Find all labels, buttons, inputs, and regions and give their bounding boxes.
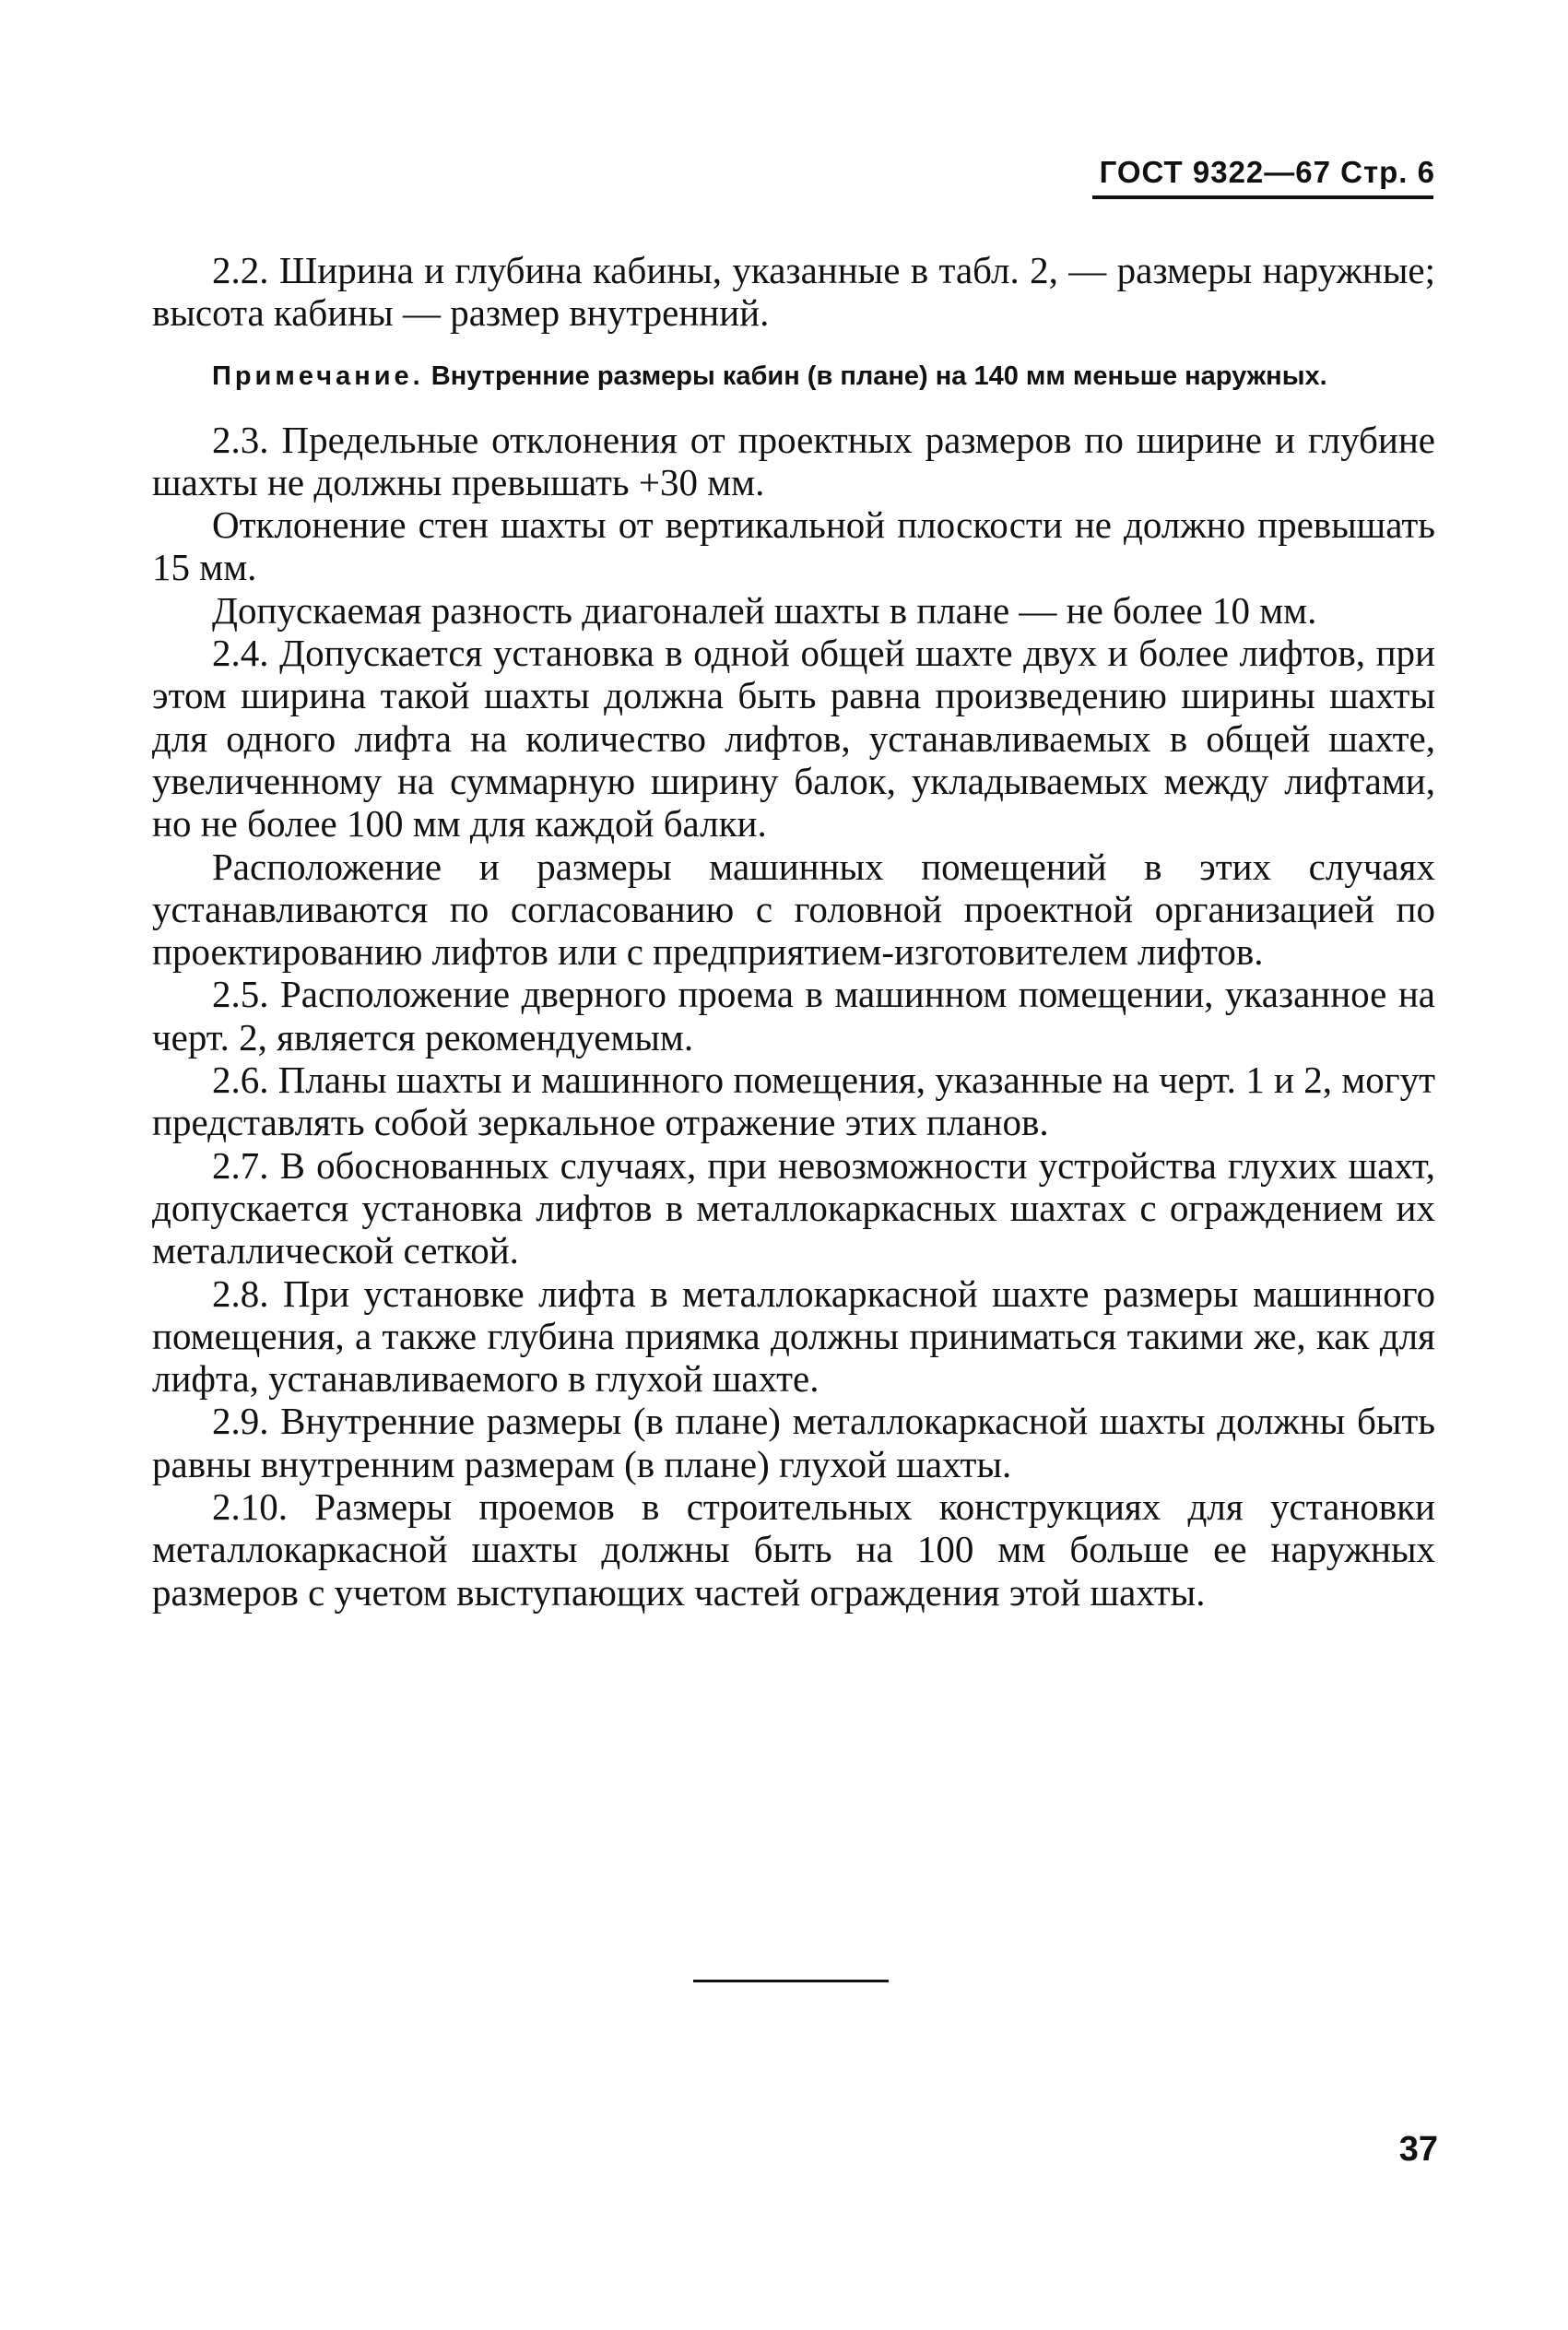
- section-separator: [693, 1980, 889, 1982]
- paragraph-2-10: 2.10. Размеры проемов в строительных конструкциях для установки металлокаркасной шахты должны быть на 100 мм больше ее наружных размеров с учетом выступающих частей ограждения этой шахты.: [152, 1485, 1435, 1614]
- header-rule: [1092, 195, 1433, 199]
- note-text: Внутренние размеры кабин (в плане) на 140 мм меньше наружных.: [423, 361, 1327, 391]
- paragraph-2-3-deviation: Отклонение стен шахты от вертикальной плоскости не должно превышать 15 мм.: [152, 503, 1435, 589]
- paragraph-2-3-diagonals: Допускаемая разность диагоналей шахты в плане — не более 10 мм.: [212, 588, 1317, 632]
- paragraph-2-4-machine-rooms: Расположение и размеры машинных помещений в этих случаях устанавливаются по согласованию с головной проектной организацией по проектированию лифтов или с предприятием-изготовителем лифтов.: [152, 845, 1435, 974]
- document-body: [152, 249, 1435, 1614]
- paragraph-2-9: 2.9. Внутренние размеры (в плане) металлокаркасной шахты должны быть равны внутренним размерам (в плане) глухой шахты.: [152, 1400, 1435, 1485]
- paragraph-2-6: 2.6. Планы шахты и машинного помещения, указанные на черт. 1 и 2, могут представлять собой зеркальное отражение этих планов.: [152, 1059, 1435, 1144]
- paragraph-2-8: 2.8. При установке лифта в металлокаркасной шахте размеры машинного помещения, а также глубина приямка должны приниматься такими же, как для лифта, устанавливаемого в глухой шахте.: [152, 1271, 1435, 1401]
- page-header: ГОСТ 9322—67 Стр. 6: [1099, 155, 1435, 189]
- paragraph-2-7: 2.7. В обоснованных случаях, при невозможности устройства глухих шахт, допускается установка лифтов в металлокаркасных шахтах с ограждением их металлической сеткой.: [152, 1143, 1435, 1272]
- note-label: Примечание.: [212, 361, 424, 391]
- paragraph-2-3: 2.3. Предельные отклонения от проектных размеров по ширине и глубине шахты не должны превышать +30 мм.: [152, 418, 1435, 503]
- paragraph-2-5: 2.5. Расположение дверного проема в машинном помещении, указанное на черт. 2, является рекомендуемым.: [152, 973, 1435, 1059]
- paragraph-2-4: 2.4. Допускается установка в одной общей шахте двух и более лифтов, при этом ширина такой шахты должна быть равна произведению ширины шахты для одного лифта на количество лифтов, устанавливаемых в общей шахте, увеличенному на суммарную ширину балок, укладываемых между лифтами, но не более 100 мм для каждой балки.: [152, 632, 1435, 846]
- page-number: 37: [1398, 2130, 1438, 2169]
- note: [152, 358, 1435, 395]
- paragraph-2-2: 2.2. Ширина и глубина кабины, указанные в табл. 2, — размеры наружные; высота кабины — размер внутренний.: [152, 249, 1435, 335]
